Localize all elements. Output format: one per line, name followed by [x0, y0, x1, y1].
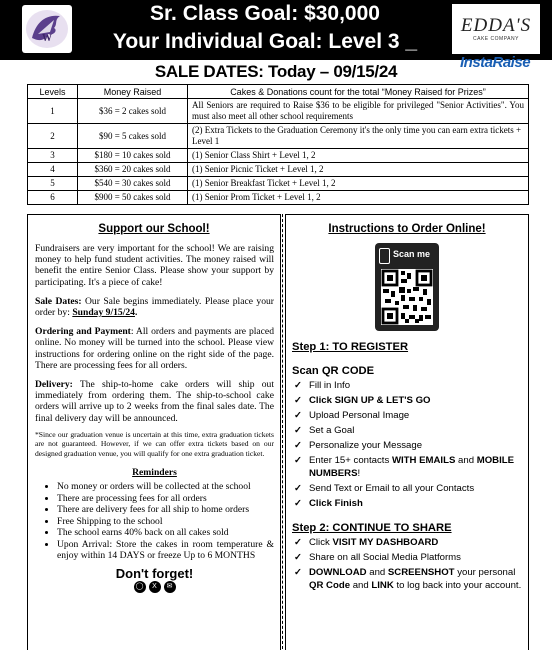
header-banner: [0, 0, 552, 60]
table-row: [28, 124, 529, 149]
support-school-panel: [27, 214, 281, 650]
list-item: ✓ Share on all Social Media Platforms: [292, 551, 528, 564]
panel-title: Instructions to Order Online!: [328, 223, 486, 235]
share-steps-list: [292, 536, 528, 593]
order-instructions-panel: [285, 214, 529, 650]
prize-cell: (1) Senior Breakfast Ticket + Level 1, 2: [188, 177, 529, 191]
list-item: • The school earns 40% back on all cakes sold: [57, 527, 274, 539]
step1-title: Step 1: TO REGISTER: [292, 341, 409, 353]
qr-code-icon[interactable]: [381, 269, 433, 325]
list-item: ✓ DOWNLOAD and SCREENSHOT your personal QR Code and LINK to log back into your account.: [292, 566, 528, 593]
levels-table: [27, 84, 529, 205]
scan-qr-heading: Scan QR CODE: [292, 365, 375, 377]
list-item: ✓ Click VISIT MY DASHBOARD: [292, 536, 528, 549]
graduation-fine-print: *Since our graduation venue is uncertain at this time, extra graduation tickets are not guaranteed. However, if we can offer extra tickets based on our designed graduation venue, you will qualify for one extra graduation ticket.: [35, 429, 274, 458]
list-item: • There are processing fees for all orders: [57, 493, 274, 505]
money-cell: $360 = 20 cakes sold: [78, 163, 188, 177]
delivery-paragraph: Delivery: The ship-to-home cake orders will ship out immediately from ordering them. The ship-to-school cake orders will arrive up to 2 weeks from the final sales date. The final delivery day will be announced.: [35, 379, 274, 424]
table-row: [28, 99, 529, 124]
panel-title: Support our School!: [98, 223, 210, 235]
x-icon[interactable]: X: [149, 581, 161, 593]
table-row: [28, 149, 529, 163]
reminders-list: [35, 481, 274, 562]
eddas-cake-logo: EDDA'S CAKE COMPANY: [452, 4, 540, 54]
list-item: ✓ Set a Goal: [292, 424, 528, 437]
email-icon[interactable]: ✉: [164, 581, 176, 593]
class-goal-title: Sr. Class Goal: $30,000: [150, 2, 380, 25]
list-item: • Free Shipping to the school: [57, 516, 274, 528]
prize-cell: All Seniors are required to Raise $36 to be eligible for privileged "Senior Activities". You must also meet all other school requirements: [188, 99, 529, 124]
level-cell: 2: [28, 124, 78, 149]
instagram-icon[interactable]: ◯: [134, 581, 146, 593]
list-item: • There are delivery fees for all ship to home orders: [57, 504, 274, 516]
panel-divider: [282, 214, 284, 650]
scan-me-label: Scan me: [393, 249, 431, 259]
sale-dates-heading: SALE DATES: Today – 09/15/24: [154, 62, 398, 81]
qr-scan-box[interactable]: [375, 243, 439, 331]
phone-icon: [379, 248, 390, 264]
level-cell: 5: [28, 177, 78, 191]
list-item: ✓ Upload Personal Image: [292, 409, 528, 422]
step2-title: Step 2: CONTINUE TO SHARE: [292, 521, 452, 534]
support-body: [28, 243, 280, 593]
prize-cell: (1) Senior Class Shirt + Level 1, 2: [188, 149, 529, 163]
svg-text:W: W: [42, 33, 52, 44]
column-header: Money Raised: [78, 85, 188, 99]
social-icons: [35, 581, 274, 593]
list-item: ✓ Enter 15+ contacts WITH EMAILS and MOBILE NUMBERS!: [292, 454, 528, 481]
ordering-paragraph: Ordering and Payment: All orders and payments are placed online. No money will be turned into the school. Please view instructions for ordering online on the right side of the page. There are processing fees for all orders.: [35, 326, 274, 371]
dont-forget-heading: Don't forget!: [115, 565, 194, 581]
table-header-row: [28, 85, 529, 99]
prize-cell: (2) Extra Tickets to the Graduation Ceremony it's the only time you can earn extra tickets + Level 1: [188, 124, 529, 149]
level-cell: 3: [28, 149, 78, 163]
sale-deadline: Sunday 9/15/24: [72, 307, 135, 319]
column-header: Levels: [28, 85, 78, 99]
list-item: • Upon Arrival: Store the cakes in room temperature & enjoy within 14 DAYS or freeze Up to 6 MONTHS: [57, 539, 274, 562]
money-cell: $90 = 5 cakes sold: [78, 124, 188, 149]
table-row: [28, 177, 529, 191]
money-cell: $540 = 30 cakes sold: [78, 177, 188, 191]
individual-goal-title: Your Individual Goal: Level 3 _: [112, 30, 418, 53]
reminders-title: Reminders: [132, 467, 177, 479]
table-row: [28, 163, 529, 177]
mustang-icon: [24, 8, 70, 50]
money-cell: $180 = 10 cakes sold: [78, 149, 188, 163]
register-steps-list: [292, 379, 528, 511]
level-cell: 1: [28, 99, 78, 124]
list-item: ✓ Fill in Info: [292, 379, 528, 392]
list-item: ✓ Send Text or Email to all your Contacts: [292, 482, 528, 495]
prize-cell: (1) Senior Picnic Ticket + Level 1, 2: [188, 163, 529, 177]
prize-cell: (1) Senior Prom Ticket + Level 1, 2: [188, 191, 529, 205]
level-cell: 4: [28, 163, 78, 177]
level-cell: 6: [28, 191, 78, 205]
instructions-body: [292, 341, 528, 593]
list-item: • No money or orders will be collected at the school: [57, 481, 274, 493]
money-cell: $900 = 50 cakes sold: [78, 191, 188, 205]
list-item: ✓ Click SIGN UP & LET'S GO: [292, 394, 528, 407]
table-row: [28, 191, 529, 205]
school-mascot-logo: [22, 5, 72, 53]
list-item: ✓ Click Finish: [292, 497, 528, 510]
instaraise-logo: InstaRaise: [460, 54, 531, 71]
money-cell: $36 = 2 cakes sold: [78, 99, 188, 124]
list-item: ✓ Personalize your Message: [292, 439, 528, 452]
sale-dates-paragraph: Sale Dates: Our Sale begins immediately. Please place your order by: Sunday 9/15/24.: [35, 295, 274, 319]
intro-paragraph: Fundraisers are very important for the school! We are raising money to help fund student activities. The money raised will benefit the entire Senior Class. Please show your support by participating. It's a piece of cake!: [35, 243, 274, 288]
column-header: Cakes & Donations count for the total “Money Raised for Prizes”: [188, 85, 529, 99]
